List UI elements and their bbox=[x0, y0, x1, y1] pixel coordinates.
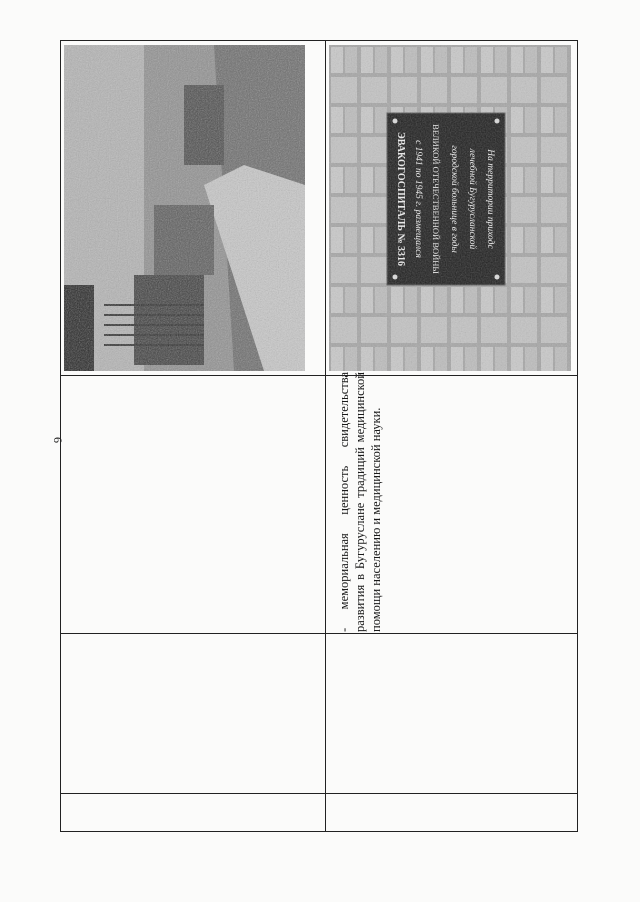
plaque-photo bbox=[329, 45, 571, 371]
plaque-line-3: городской больнице в годы bbox=[449, 145, 459, 253]
table-row-divider-3 bbox=[61, 793, 577, 794]
table-column-divider bbox=[325, 41, 326, 831]
plaque-text bbox=[389, 115, 503, 283]
street-photo bbox=[64, 45, 305, 371]
table-row-divider-2 bbox=[61, 633, 577, 634]
plaque-line-5: с 1941 по 1945 г. размещался bbox=[413, 140, 423, 258]
plaque-line-6: ЭВАКОГОСПИТАЛЬ № 3316 bbox=[395, 131, 406, 267]
page-number: 6 bbox=[51, 437, 65, 443]
plaque-line-2: лечебной Бугурусланской bbox=[467, 148, 477, 250]
plaque-line-4: ВЕЛИКОЙ ОТЕЧЕСТВЕННОЙ ВОЙНЫ bbox=[431, 124, 441, 274]
description-text: - мемориальная ценность свидетельства развития в Бугуруслане традиций медицинской помощи населению и медицинской науки. bbox=[337, 372, 383, 632]
plaque-line-1: На территории приходс bbox=[485, 149, 495, 249]
description-block bbox=[336, 372, 591, 632]
